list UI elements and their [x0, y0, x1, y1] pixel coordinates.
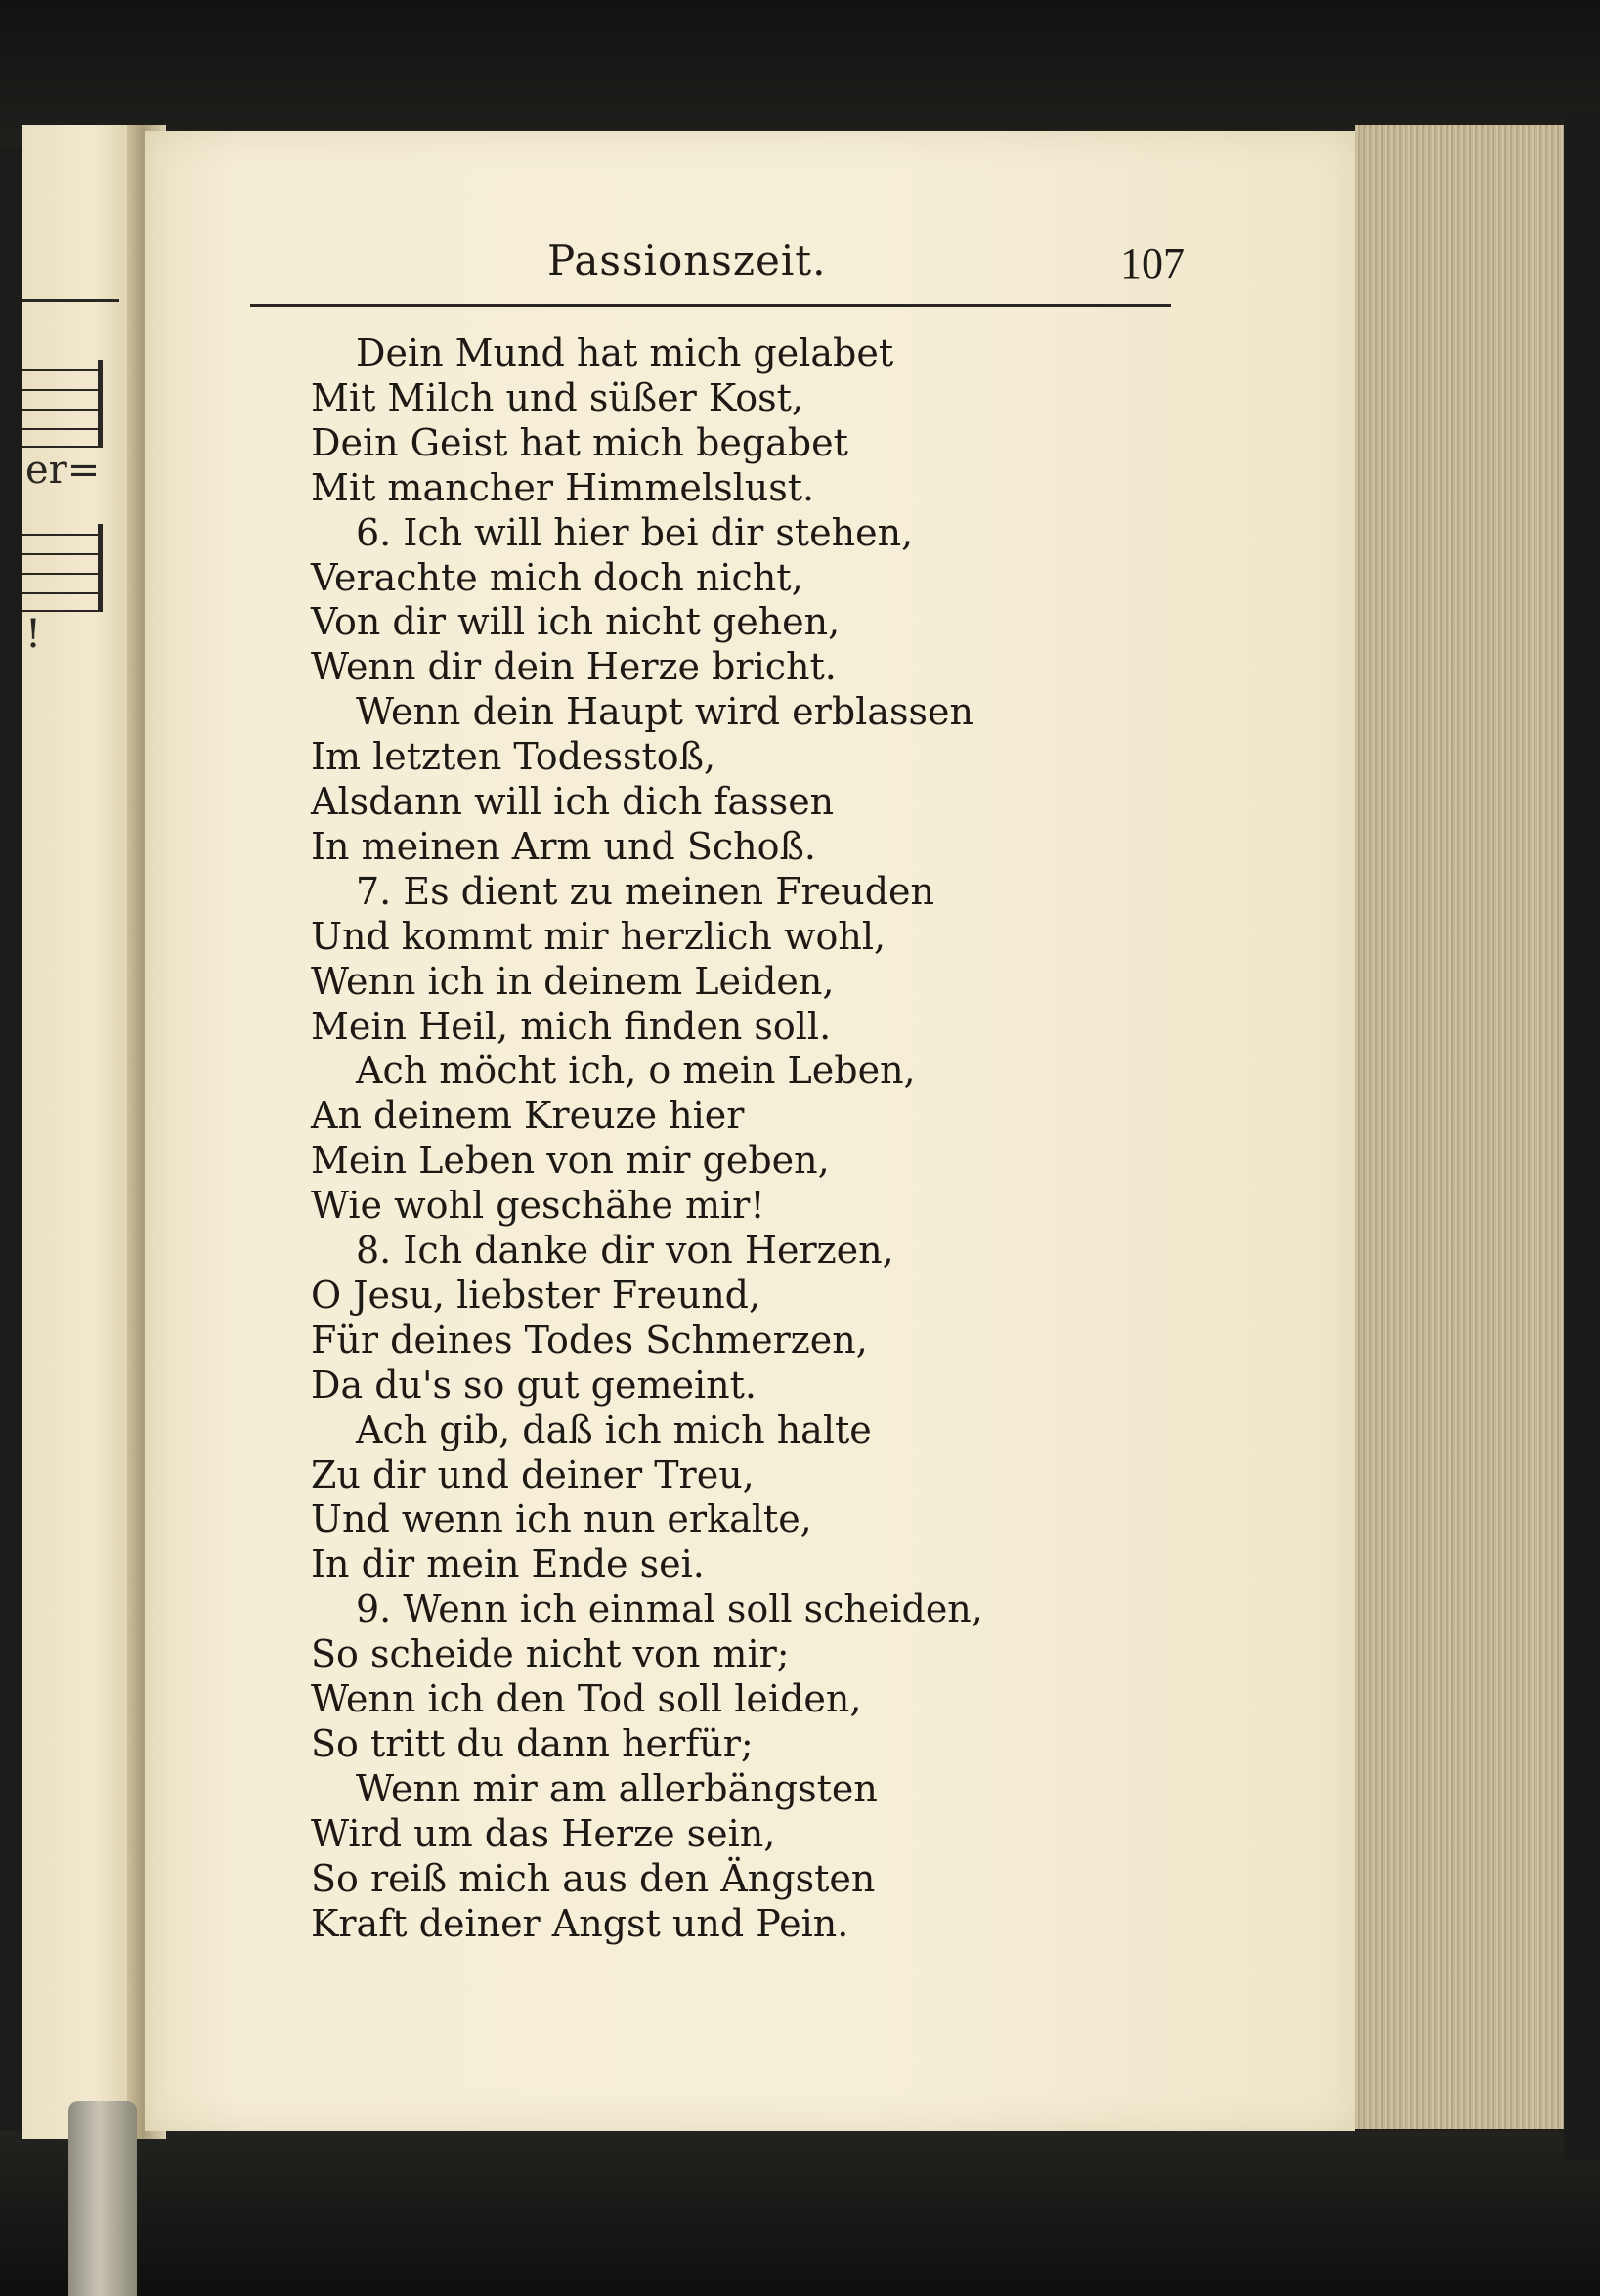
verse-line: Im letzten Todesstoß,: [311, 735, 716, 778]
verse-line: Von dir will ich nicht gehen,: [311, 600, 841, 643]
verse-line: Mein Leben von mir geben,: [311, 1139, 830, 1182]
verse-line: Verachte mich doch nicht,: [311, 556, 803, 599]
verse-line: Wenn ich den Tod soll leiden,: [311, 1677, 862, 1720]
verse-line: O Jesu, liebster Freund,: [311, 1274, 761, 1317]
verse-line: In dir mein Ende sei.: [311, 1542, 705, 1585]
page-number: 107: [1120, 239, 1185, 287]
verse-line: So tritt du dann herfür;: [311, 1722, 754, 1765]
verse-line: 7. Es dient zu meinen Freuden: [356, 870, 934, 913]
verse-line: Wenn dein Haupt wird erblassen: [356, 690, 973, 733]
verse-line: Wie wohl geschähe mir!: [311, 1184, 765, 1227]
verse-line: Mit mancher Himmelslust.: [311, 466, 815, 509]
verse-line: Kraft deiner Angst und Pein.: [311, 1902, 849, 1945]
verse-line: Alsdann will ich dich fassen: [311, 780, 835, 823]
verse-line: An deinem Kreuze hier: [311, 1094, 745, 1137]
verse-line: Da du's so gut gemeint.: [311, 1364, 757, 1407]
verse-line: Zu dir und deiner Treu,: [311, 1453, 755, 1496]
verse-line: Wenn dir dein Herze bricht.: [311, 645, 837, 688]
verse-line: Wird um das Herze sein,: [311, 1812, 776, 1855]
verse-line: 6. Ich will hier bei dir stehen,: [356, 511, 914, 554]
verse-line: Und kommt mir herzlich wohl,: [311, 915, 886, 958]
verse-line: Ach möcht ich, o mein Leben,: [356, 1049, 916, 1092]
verse-line: In meinen Arm und Schoß.: [311, 825, 816, 868]
verse-line: So reiß mich aus den Ängsten: [311, 1857, 876, 1900]
verse-line: Und wenn ich nun erkalte,: [311, 1497, 812, 1540]
verse-line: 9. Wenn ich einmal soll scheiden,: [356, 1587, 983, 1630]
running-title: Passionszeit.: [547, 237, 827, 284]
verse-line: Wenn mir am allerbängsten: [356, 1767, 878, 1810]
verse-line: Ach gib, daß ich mich halte: [356, 1408, 872, 1451]
verse-line: Dein Mund hat mich gelabet: [356, 331, 894, 374]
verse-line: Für deines Todes Schmerzen,: [311, 1319, 868, 1362]
verse-line: Dein Geist hat mich begabet: [311, 421, 848, 464]
left-page-text-fragment: !: [25, 612, 42, 657]
verse-line: Wenn ich in deinem Leiden,: [311, 960, 835, 1003]
verse-line: So scheide nicht von mir;: [311, 1632, 790, 1675]
verse-line: 8. Ich danke dir von Herzen,: [356, 1229, 894, 1272]
bookmark-ribbon: [68, 2101, 137, 2296]
left-page-text-fragment: er=: [25, 448, 101, 493]
verse-line: Mein Heil, mich finden soll.: [311, 1005, 832, 1048]
verse-line: Mit Milch und süßer Kost,: [311, 376, 804, 419]
